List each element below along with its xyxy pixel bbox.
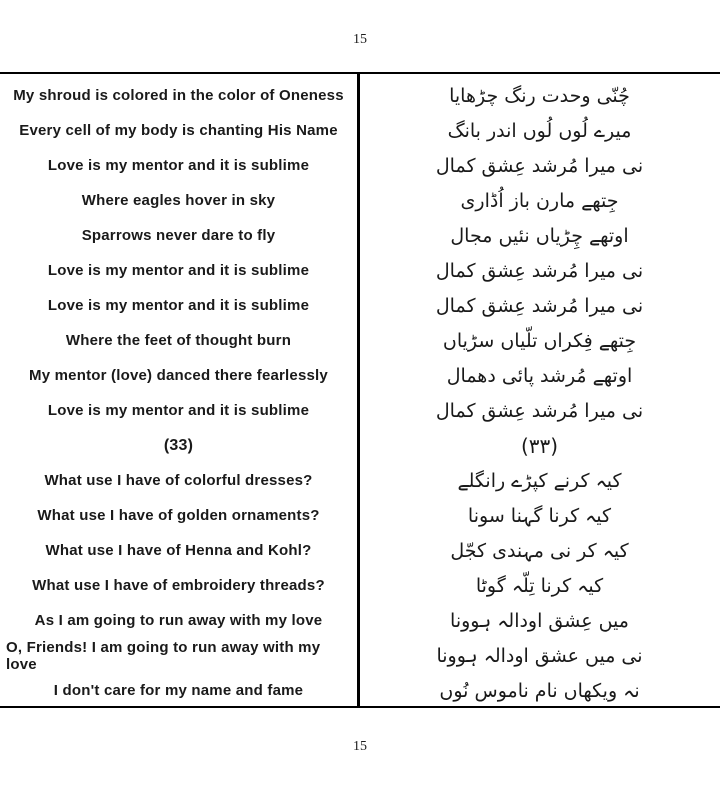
- urdu-verse: نی میرا مُرشد عِشق کمال: [435, 399, 644, 422]
- verse-row: [0, 183, 720, 218]
- poem-table: [0, 72, 720, 708]
- verse-row: [0, 463, 720, 498]
- english-verse: What use I have of golden ornaments?: [37, 507, 320, 524]
- verse-row: [0, 638, 720, 673]
- english-verse: What use I have of Henna and Kohl?: [45, 542, 312, 559]
- english-verse: I don't care for my name and fame: [53, 682, 304, 699]
- urdu-verse: کیہ کرنا تِلّہ گوٹا: [475, 574, 604, 597]
- english-verse: Sparrows never dare to fly: [81, 227, 276, 244]
- english-verse: What use I have of colorful dresses?: [44, 472, 313, 489]
- verse-row: [0, 568, 720, 603]
- urdu-verse: نہ ویکھاں نام ناموس نُوں: [439, 679, 640, 702]
- urdu-verse: جِتھے مارن باز اُڈاری: [460, 189, 619, 212]
- english-verse: Where eagles hover in sky: [81, 192, 276, 209]
- urdu-verse: کیہ کر نی مہندی کجّل: [450, 539, 629, 562]
- urdu-verse: نی میرا مُرشد عِشق کمال: [435, 259, 644, 282]
- english-verse: Love is my mentor and it is sublime: [47, 402, 310, 419]
- verse-row: [0, 603, 720, 638]
- urdu-verse: کیہ کرنے کپڑے رانگلے: [457, 469, 622, 492]
- poem-number-english: (33): [163, 436, 194, 454]
- urdu-verse: چُنّی وحدت رنگ چڑھایا: [449, 84, 630, 107]
- english-verse: As I am going to run away with my love: [34, 612, 323, 629]
- verse-row: [0, 218, 720, 253]
- urdu-verse: میرے لُوں لُوں اندر بانگ: [447, 119, 632, 142]
- english-verse: Every cell of my body is chanting His Name: [19, 122, 338, 139]
- urdu-verse: نی میرا مُرشد عِشق کمال: [435, 294, 644, 317]
- english-verse: My mentor (love) danced there fearlessly: [29, 367, 328, 384]
- urdu-verse: جِتھے فِکراں تلّیاں سڑیاں: [442, 329, 637, 352]
- verse-row: [0, 393, 720, 428]
- english-verse: Love is my mentor and it is sublime: [47, 157, 310, 174]
- verse-row: [0, 498, 720, 533]
- urdu-verse: نی میں عشق اودالہ ہوونا: [436, 644, 643, 667]
- english-verse: Love is my mentor and it is sublime: [47, 262, 310, 279]
- urdu-verse: اوتھے چِڑیاں نئیں مجال: [450, 224, 629, 247]
- urdu-verse: نی میرا مُرشد عِشق کمال: [435, 154, 644, 177]
- verse-row: [0, 673, 720, 708]
- english-verse: O, Friends! I am going to run away with my love: [6, 638, 321, 673]
- english-verse: What use I have of embroidery threads?: [32, 577, 325, 594]
- verse-row: [0, 323, 720, 358]
- verse-row: [0, 288, 720, 323]
- verse-row: [0, 358, 720, 393]
- verse-row: [0, 113, 720, 148]
- verse-row: [0, 78, 720, 113]
- bottom-page-number: 15: [353, 739, 367, 754]
- poem-number-row: [0, 428, 720, 463]
- urdu-verse: کیہ کرنا گہنا سونا: [467, 504, 612, 527]
- verse-row: [0, 533, 720, 568]
- urdu-verse: میں عِشق اودالہ ہوونا: [450, 609, 629, 632]
- urdu-verse: اوتھے مُرشد پائی دھمال: [446, 364, 633, 387]
- verse-row: [0, 148, 720, 183]
- top-page-number: 15: [353, 32, 367, 47]
- english-verse: My shroud is colored in the color of Oneness: [13, 87, 344, 104]
- poem-number-urdu: (۳۳): [520, 433, 559, 458]
- column-divider: [357, 74, 360, 706]
- english-verse: Love is my mentor and it is sublime: [47, 297, 310, 314]
- english-verse: Where the feet of thought burn: [65, 332, 292, 349]
- verse-rows: [0, 78, 720, 708]
- verse-row: [0, 253, 720, 288]
